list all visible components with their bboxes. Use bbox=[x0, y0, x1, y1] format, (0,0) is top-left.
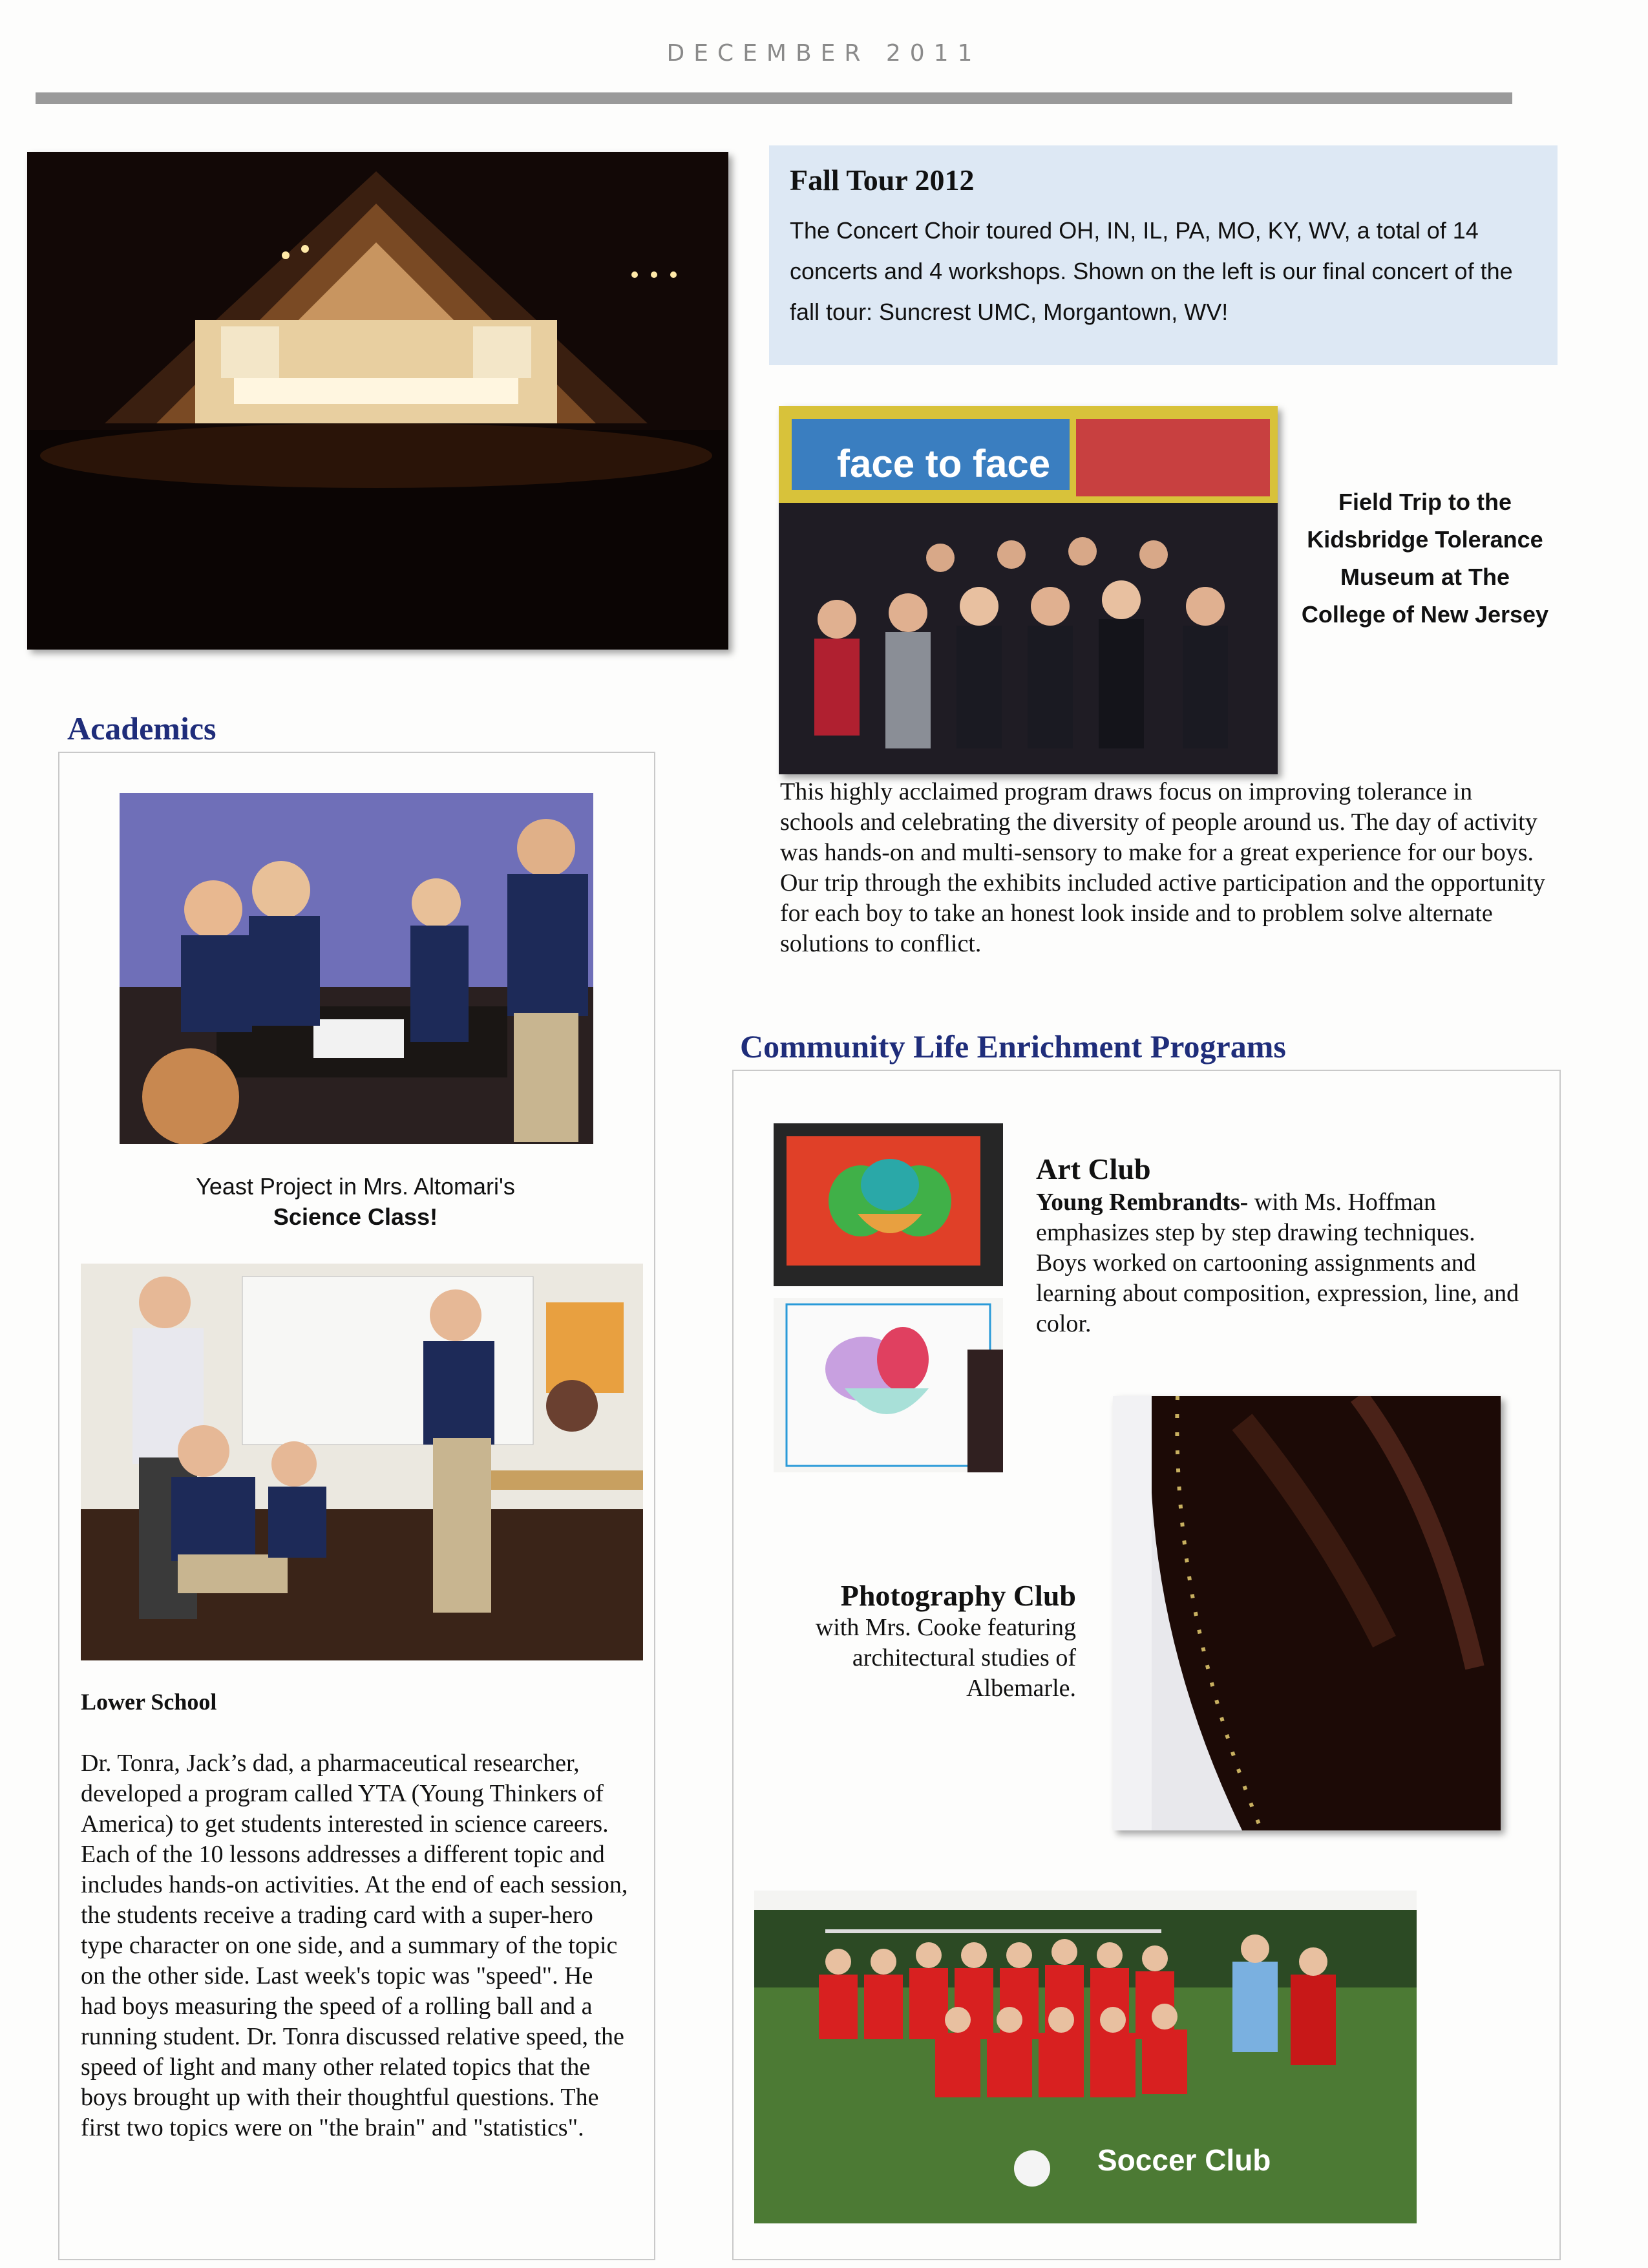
yeast-project-photo bbox=[120, 793, 593, 1144]
fall-tour-body: The Concert Choir toured OH, IN, IL, PA, MO, KY, WV, a total of 14 concerts and 4 workshops. Shown on the left is our final concert of the fall tour: Suncrest UMC, Morgantown, WV! bbox=[790, 217, 1513, 325]
yeast-caption-line2: Science Class! bbox=[273, 1203, 438, 1230]
art-club-title: Art Club bbox=[1036, 1152, 1151, 1185]
lower-school-photo bbox=[81, 1264, 643, 1660]
academics-heading: Academics bbox=[67, 710, 217, 747]
field-trip-body: This highly acclaimed program draws focus on improving tolerance in schools and celebrating the diversity of people around us. The day of activity was hands-on and multi-sensory to make for a great experience for our boys. Our trip through the exhibits included active participation and the opportunity for each boy to take an honest look inside and to problem solve alternate solutions to conflict. bbox=[780, 778, 1546, 957]
photography-club-title: Photography Club bbox=[840, 1579, 1076, 1612]
art-club-body bbox=[1036, 1187, 1521, 1339]
header-rule bbox=[36, 92, 1512, 104]
face-to-face-sign: face to face bbox=[837, 442, 1051, 485]
staircase-photo bbox=[1113, 1396, 1501, 1830]
photography-club-body: with Mrs. Cooke featuring architectural studies of Albemarle. bbox=[815, 1614, 1076, 1702]
fall-tour-title: Fall Tour 2012 bbox=[790, 164, 975, 196]
field-trip-photo bbox=[779, 406, 1278, 774]
soccer-club-label: Soccer Club bbox=[1097, 2143, 1271, 2177]
art-club-photo-2 bbox=[774, 1298, 1003, 1472]
lower-school-heading: Lower School bbox=[81, 1689, 217, 1715]
art-club-photo-1 bbox=[774, 1123, 1003, 1286]
field-trip-caption: Field Trip to the Kidsbridge Tolerance Museum at The College of New Jersey bbox=[1301, 489, 1549, 628]
young-rembrandts-label: Young Rembrandts- bbox=[1036, 1189, 1249, 1216]
soccer-club-photo bbox=[754, 1891, 1417, 2223]
issue-date: DECEMBER 2011 bbox=[666, 40, 982, 67]
yeast-caption-line1: Yeast Project in Mrs. Altomari's bbox=[196, 1173, 515, 1200]
art-club-description: with Ms. Hoffman emphasizes step by step drawing techniques. Boys worked on cartooning assignments and learning about composition, expression, line, and color. bbox=[1036, 1189, 1519, 1337]
community-heading: Community Life Enrichment Programs bbox=[740, 1028, 1286, 1065]
lower-school-body: Dr. Tonra, Jack’s dad, a pharmaceutical researcher, developed a program called YTA (Young Thinkers of America) to get students interested in science careers. Each of the 10 lessons addresses a different topic and includes hands-on activities. At the end of each session, the students receive a trading card with a super-hero type character on one side, and a summary of the topic on the other side. Last week's topic was "speed". He had boys measuring the speed of a rolling ball and a running student. Dr. Tonra discussed relative speed, the speed of light and many other related topics that the boys brought up with their thoughtful questions. The first two topics were on "the brain" and "statistics". bbox=[81, 1750, 628, 2141]
concert-photo bbox=[27, 152, 728, 650]
